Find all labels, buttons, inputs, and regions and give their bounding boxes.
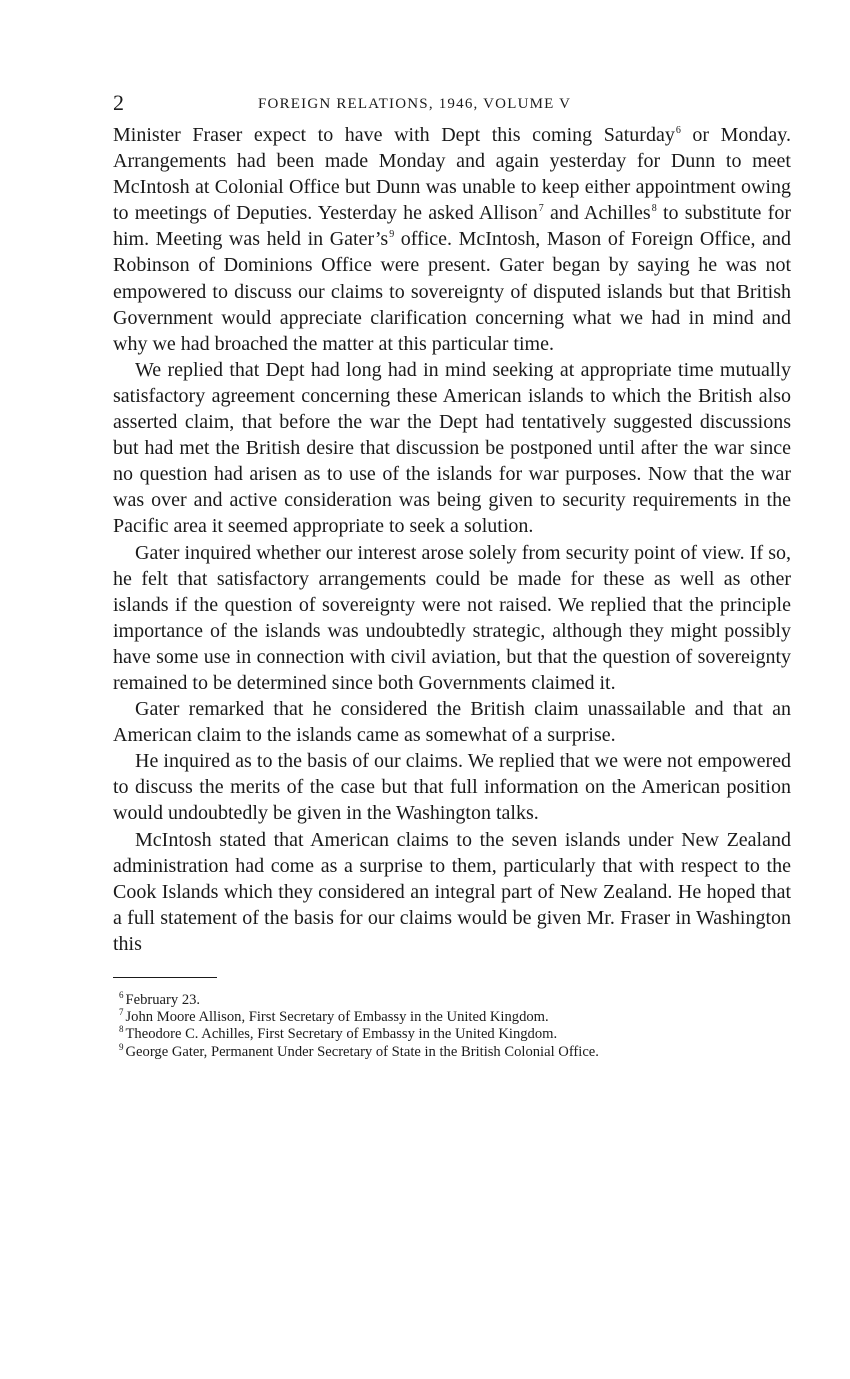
footnote [113, 1026, 791, 1043]
footnote-mark: 8 [119, 1024, 124, 1035]
footnote-reference: 9 [389, 229, 395, 241]
paragraph [113, 357, 791, 540]
paragraph [113, 827, 791, 957]
footnote-reference: 7 [538, 203, 544, 215]
footnote-text: February 23. [125, 992, 201, 1008]
running-head [113, 90, 791, 120]
paragraph-text: We replied that Dept had long had in mind seeking at appropriate time mutually satisfactory agreement concerning these American islands to which the British also asserted claim, that before the war the Dept had tentatively suggested discussions but had met the British desire that discussion be postponed until after the war since no question had arisen as to use of the islands for war purposes. Now that the war was over and active consideration was being given to security requirements in the Pacific area it seemed appropriate to seek a solution. [113, 358, 791, 538]
paragraph-text: to substitute for him. Meeting was held in Gater’s [113, 202, 791, 251]
paragraph-text: and Achilles [543, 202, 651, 225]
footnote-reference: 8 [651, 203, 657, 215]
footnotes [113, 992, 791, 1061]
footnote-text: John Moore Allison, First Secretary of Embassy in the United Kingdom. [125, 1009, 549, 1026]
footnote-mark: 6 [119, 990, 124, 1000]
paragraph-text: McIntosh stated that American claims to the seven islands under New Zealand administration had come as a surprise to them, particularly that with respect to the Cook Islands which they considered an integral part of New Zealand. He hoped that a full statement of the basis for our claims would be given Mr. Fraser in Washington this [113, 828, 791, 955]
page-number: 2 [113, 90, 124, 115]
footnote-mark: 9 [119, 1041, 124, 1052]
running-title: FOREIGN RELATIONS, 1946, VOLUME V [258, 96, 572, 112]
footnote-text: George Gater, Permanent Under Secretary of State in the British Colonial Office. [125, 1043, 599, 1060]
body-text [113, 122, 791, 957]
footnote-text: Theodore C. Achilles, First Secretary of Embassy in the United Kingdom. [125, 1026, 558, 1043]
paragraph-text: Gater inquired whether our interest arose solely from security point of view. If so, he felt that satisfactory arrangements could be made for these as well as other islands if the question of sovereignty were not raised. We replied that the principle importance of the islands was undoubtedly strategic, although they might possibly have some use in connection with civil aviation, but that the question of sovereignty remained to be determined since both Governments claimed it. [113, 541, 791, 694]
footnote [113, 1009, 791, 1026]
paragraph [113, 122, 791, 357]
paragraph-text: Gater remarked that he considered the British claim unassailable and that an American claim to the islands came as somewhat of a surprise. [113, 698, 791, 747]
paragraph-text: office. McIntosh, Mason of Foreign Office, and Robinson of Dominions Office were present. Gater began by saying he was not empowered to discuss our claims to sovereignty of disputed islands but that British Government would appreciate clarification concerning what we had in mind and why we had broached the matter at this particular time. [113, 228, 791, 355]
paragraph-text: Minister Fraser expect to have with Dept this coming Saturday [113, 124, 675, 146]
footnote [113, 992, 791, 1009]
footnote [113, 1041, 791, 1061]
footnote-mark: 7 [119, 1007, 124, 1018]
document-page [113, 90, 791, 1061]
paragraph-text: He inquired as to the basis of our claims. We replied that we were not empowered to discuss the merits of the case but that full information on the American position would undoubtedly be given in the Washington talks. [113, 750, 791, 825]
paragraph-text: or Monday. Arrangements had been made Monday and again yesterday for Dunn to meet McIntosh at Colonial Office but Dunn was unable to keep either appointment owing to meetings of Deputies. Yesterday he asked Allison [113, 124, 791, 225]
footnote-rule [113, 977, 217, 978]
paragraph [113, 748, 791, 826]
paragraph [113, 696, 791, 748]
footnote-reference: 6 [675, 125, 681, 136]
paragraph [113, 540, 791, 697]
